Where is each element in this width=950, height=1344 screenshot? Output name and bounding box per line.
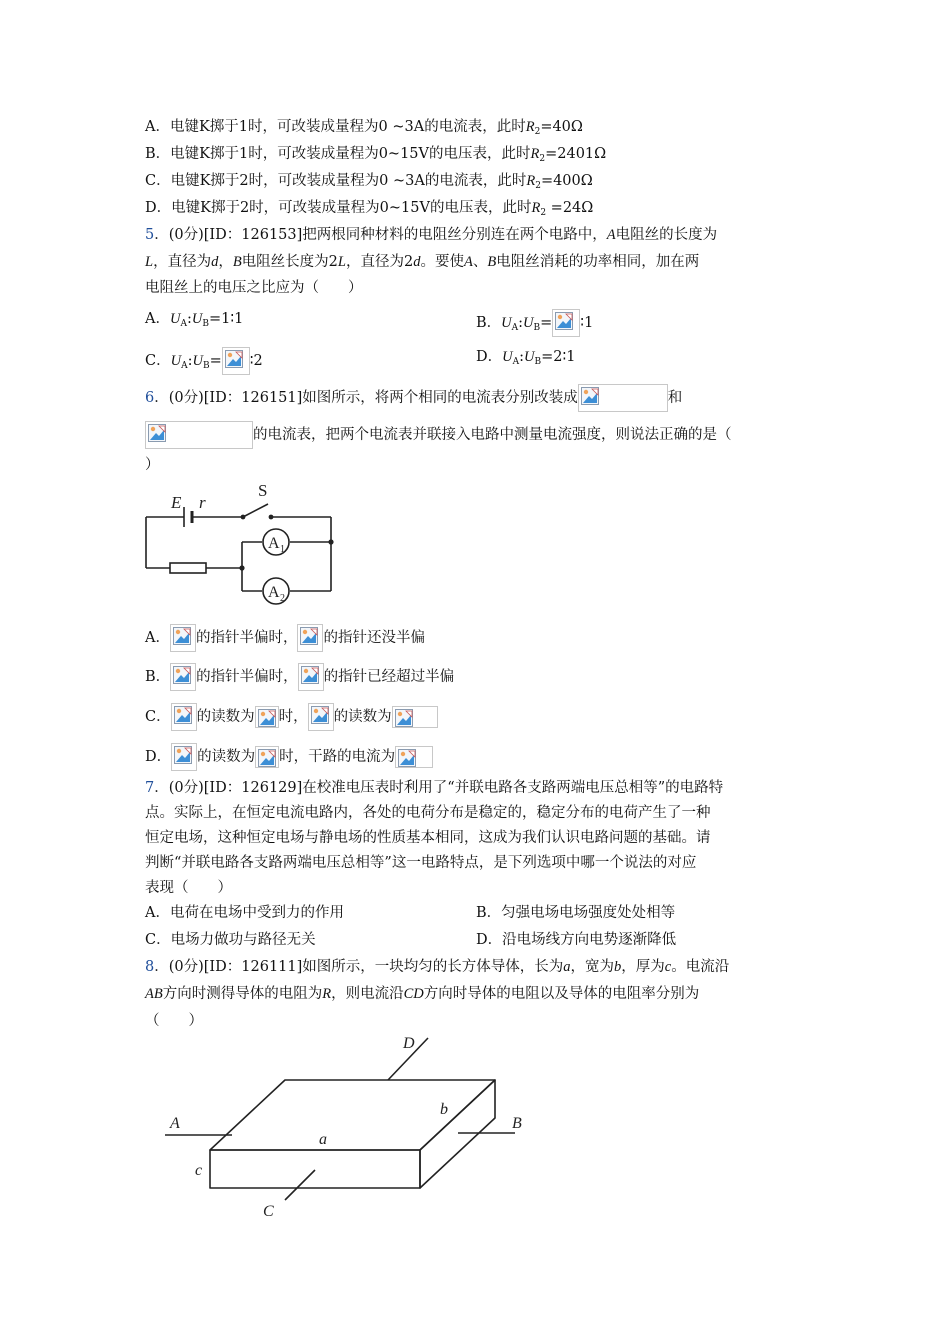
broken-image-icon [222, 347, 250, 375]
broken-image-glyph [581, 387, 599, 405]
broken-image-icon [392, 706, 438, 728]
broken-image-icon [171, 703, 197, 731]
q6-option-a: A． 的指针半偏时， 的指针还没半偏 [145, 624, 425, 652]
q5-stem-line1: 5．(0分)[ID：126153]把两根同种材料的电阻丝分别连在两个电路中，A电阻丝的长度为 [145, 227, 718, 243]
broken-image-icon [171, 743, 197, 771]
broken-image-glyph [174, 706, 192, 724]
broken-image-icon [395, 746, 433, 768]
resistor [170, 563, 206, 573]
junction-dot [328, 539, 333, 544]
broken-image-glyph [395, 709, 413, 727]
label-a2-sub: 2 [280, 593, 285, 604]
block-top-face [210, 1080, 495, 1150]
switch-blade [243, 504, 268, 517]
broken-image-glyph [258, 749, 276, 767]
broken-image-glyph [173, 627, 191, 645]
label-a1: A [268, 535, 280, 552]
junction-dot [239, 565, 244, 570]
broken-image-glyph [225, 350, 243, 368]
q5-option-c: C．$U_A:U_B=$ ∶2 [145, 347, 263, 376]
q7-option-a: A．电荷在电场中受到力的作用 [145, 905, 344, 921]
label-thickness-c: c [195, 1162, 203, 1179]
q8-number: 8 [145, 959, 155, 975]
broken-image-glyph [148, 424, 166, 442]
block-front-face [210, 1150, 420, 1188]
q6-option-d: D． 的读数为 时，干路的电流为 [145, 743, 433, 771]
broken-image-icon [578, 384, 668, 412]
label-s: S [258, 481, 268, 500]
q7-option-b: B．匀强电场电场强度处处相等 [476, 905, 676, 921]
q7-stem-line2: 点。实际上，在恒定电流电路内，各处的电荷分布是稳定的，稳定分布的电荷产生了一种 [145, 805, 711, 821]
broken-image-icon [170, 663, 196, 691]
broken-image-glyph [258, 709, 276, 727]
label-d-terminal: D [403, 1035, 415, 1052]
q4-option-c: C．电键K掷于2时，可改装成量程为0 ~3A的电流表，此时$R_2=400\Omega$ [145, 173, 593, 191]
label-a-terminal: A [170, 1115, 180, 1132]
q6-number: 6 [145, 390, 155, 406]
broken-image-icon [552, 309, 580, 337]
broken-image-icon [145, 421, 253, 449]
switch-contact [241, 515, 246, 520]
q5-number: 5 [145, 227, 155, 243]
q6-stem-line2: 的电流表，把两个电流表并联接入电路中测量电流强度，则说法正确的是（ [145, 421, 732, 449]
q7-option-c: C．电场力做功与路径无关 [145, 932, 316, 948]
broken-image-icon [297, 624, 323, 652]
broken-image-icon [308, 703, 334, 731]
q6-option-b: B． 的指针半偏时， 的指针已经超过半偏 [145, 663, 454, 691]
broken-image-glyph [300, 627, 318, 645]
q7-number: 7 [145, 780, 155, 796]
label-a2: A [268, 584, 280, 601]
q7-stem-line1: 7．(0分)[ID：126129]在校准电压表时利用了“并联电路各支路两端电压总相等”的电路特 [145, 780, 724, 796]
label-c-terminal: C [263, 1203, 274, 1220]
q8-stem-line2: AB方向时测得导体的电阻为R，则电流沿CD方向时导体的电阻以及导体的电阻率分别为 [145, 986, 700, 1002]
q6-stem-line3: ） [145, 457, 160, 473]
q5-stem-line2: L，直径为d，B电阻丝长度为2L，直径为2d。要使A、B电阻丝消耗的功率相同，加在两 [145, 254, 700, 270]
q6-option-c: C． 的读数为 时， 的读数为 [145, 703, 438, 731]
q8-stem-line3: （ ） [145, 1013, 203, 1029]
lead-c [285, 1170, 315, 1200]
q7-stem-line4: 判断“并联电路各支路两端电压总相等”这一电路特点，是下列选项中哪一个说法的对应 [145, 855, 697, 871]
q4-option-a: A．电键K掷于1时，可改装成量程为0 ~3A的电流表，此时$R_2=40\Omega$ [145, 119, 583, 137]
label-e: E [171, 493, 182, 512]
q8-stem-line1: 8．(0分)[ID：126111]如图所示，一块均匀的长方体导体，长为a，宽为b，厚为c。电流沿 [145, 959, 730, 975]
q5-option-b: B．$U_A:U_B=$ ∶1 [476, 309, 593, 338]
q7-option-d: D．沿电场线方向电势逐渐降低 [476, 932, 677, 948]
switch-contact [269, 515, 274, 520]
label-length-a: a [319, 1131, 327, 1148]
broken-image-glyph [173, 666, 191, 684]
block-side-face [420, 1080, 495, 1188]
broken-image-icon [298, 663, 324, 691]
q5-option-d: D．$U_A:U_B=2∶1$ [476, 349, 576, 367]
q5-option-a: A．$U_A:U_B=1∶1$ [145, 311, 244, 329]
broken-image-glyph [398, 749, 416, 767]
broken-image-glyph [174, 746, 192, 764]
broken-image-icon [170, 624, 196, 652]
broken-image-glyph [555, 312, 573, 330]
broken-image-icon [255, 706, 279, 728]
label-r: r [199, 493, 206, 512]
q7-stem-line3: 恒定电场，这种恒定电场与静电场的性质基本相同，这成为我们认识电路问题的基础。请 [145, 830, 711, 846]
q6-stem-line1: 6．(0分)[ID：126151]如图所示，将两个相同的电流表分别改装成 和 [145, 384, 682, 412]
label-a1-sub: 1 [280, 544, 285, 555]
q4-option-d: D．电键K掷于2时，可改装成量程为0~15V的电压表，此时$R_2 =24\Omega$ [145, 200, 594, 218]
broken-image-glyph [301, 666, 319, 684]
q5-stem-line3: 电阻丝上的电压之比应为（ ） [145, 280, 363, 296]
q4-option-b: B．电键K掷于1时，可改装成量程为0~15V的电压表，此时$R_2=2401\Omega$ [145, 146, 607, 164]
q7-stem-line5: 表现（ ） [145, 880, 232, 896]
broken-image-glyph [311, 706, 329, 724]
label-width-b: b [440, 1101, 448, 1118]
label-b-terminal: B [512, 1115, 522, 1132]
broken-image-icon [255, 746, 279, 768]
q6-circuit-diagram [140, 478, 340, 613]
q8-block-diagram [160, 1030, 540, 1220]
